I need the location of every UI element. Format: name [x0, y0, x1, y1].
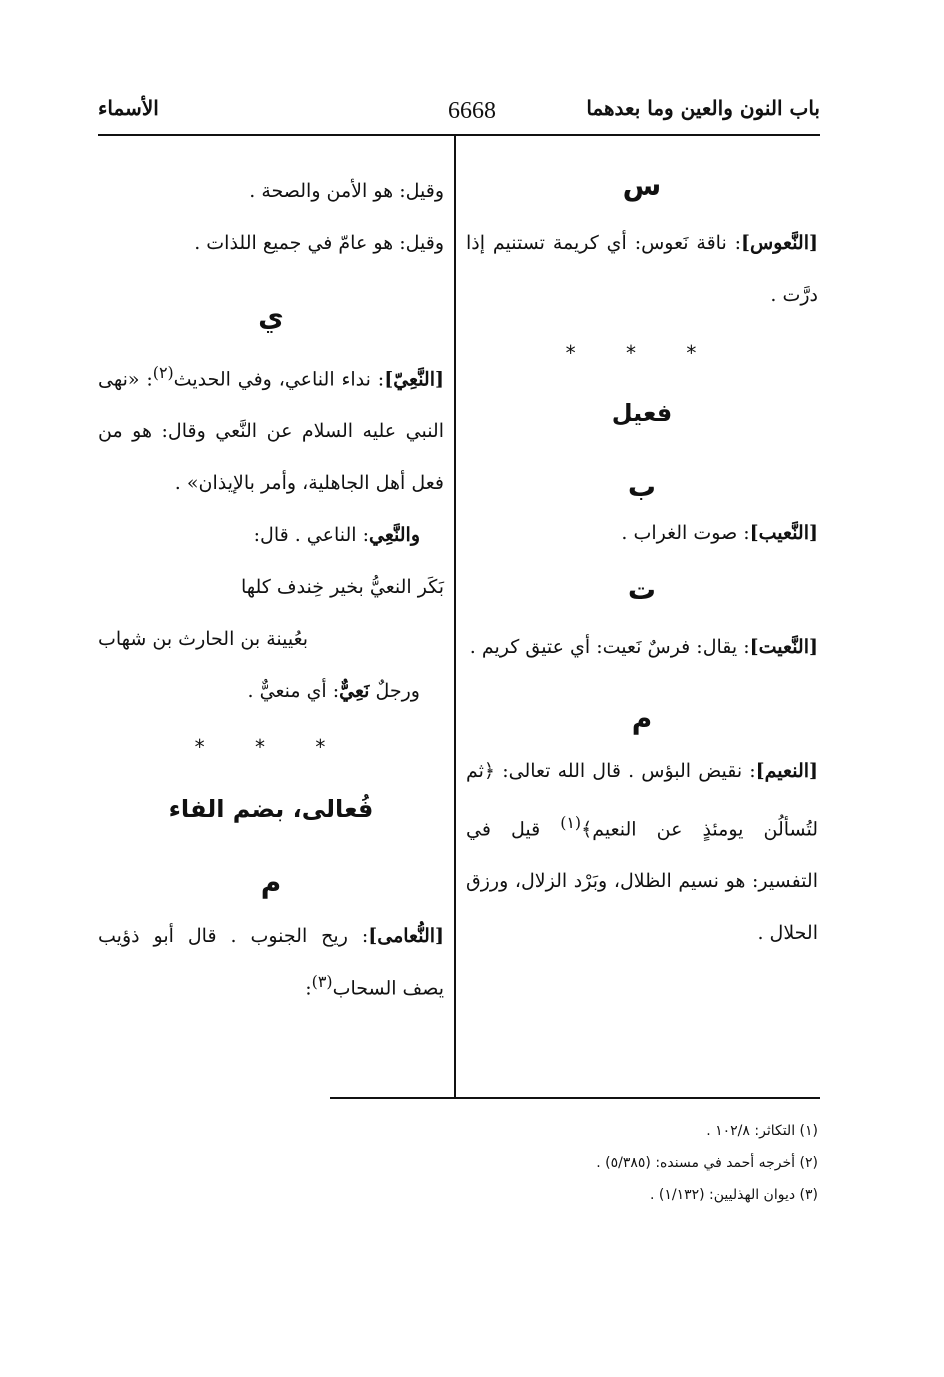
footnote-ref: (٢): [152, 363, 174, 382]
entry-text: : يقال: فرسٌ نَعيت: أي عتيق كريم .: [469, 636, 750, 658]
entry-nuait: [466, 621, 818, 673]
letter-heading-mim: م: [631, 702, 653, 735]
entry-nuaib: [466, 507, 818, 559]
letter-heading-ba: ب: [627, 470, 657, 503]
entry-text: : «نهى النبي عليه السلام عن النَّعي وقال: هو من فعل أهل الجاهلية، وأمر بالإيذان» .: [98, 368, 444, 495]
entry-term: [النَّعوس]: [741, 232, 818, 254]
entry-text: :: [305, 977, 312, 1000]
poem-verse-1: بَكَر النعيُّ بخير خِندف كلها: [240, 576, 444, 599]
separator-stars: * * *: [565, 341, 719, 365]
entry-term: والنَّعِي: [369, 524, 420, 547]
section-heading-fail: فعيل: [611, 399, 673, 427]
entry-text: : الناعي . قال:: [253, 524, 370, 547]
letter-heading-ta: ت: [627, 573, 657, 606]
footnote-ref: (١): [560, 813, 582, 832]
entry-term: نَعِيٌّ: [339, 680, 370, 703]
header-rule: [98, 134, 820, 136]
footnote-3: (٣) ديوان الهذليين: (١/١٣٢) .: [649, 1187, 818, 1203]
text-line: وقيل: هو الأمن والصحة .: [249, 180, 444, 202]
chapter-title: باب النون والعين وما بعدهما: [586, 96, 820, 120]
entry-term: [النَّعِيّ]: [384, 368, 444, 391]
footnote-rule: [330, 1097, 820, 1099]
section-title: الأسماء: [98, 96, 159, 120]
entry-naai: [98, 509, 444, 561]
entry-nuus: [466, 217, 818, 321]
entry-nuama: [98, 913, 444, 1011]
section-heading-fuali: فُعالى، بضم الفاء: [168, 795, 374, 824]
entry-text: : صوت الغراب .: [621, 522, 750, 544]
entry-text: : نداء الناعي، وفي الحديث: [173, 368, 385, 391]
entry-term: [النَّعيب]: [749, 522, 818, 544]
entry-term: [النعيم]: [755, 760, 818, 782]
letter-heading-ya: ي: [258, 300, 284, 333]
letter-heading-mim: م: [260, 866, 282, 900]
entry-naim: [466, 745, 818, 959]
separator-stars: * * *: [194, 735, 348, 760]
entry-text: : نقيض البؤس . قال الله تعالى: ﴿ثم لتُسألُن يومئذٍ عن النعيم﴾: [466, 760, 818, 841]
entry-text: : ناقة نَعوس: أي كريمة تستنيم إذا درَّت .: [466, 232, 818, 306]
entry-text: قيل في التفسير: هو نسيم الظلال، وبَرْد الزلال، ورزق الحلال .: [466, 818, 818, 945]
footnote-1: (١) التكاثر: ١٠٢/٨ .: [706, 1123, 818, 1139]
entry-term: [النَّعيت]: [749, 636, 818, 658]
entry-text: ورجلٌ: [375, 680, 420, 703]
entry-nai: [98, 347, 444, 509]
text-line: وقيل: هو عامّ في جميع اللذات .: [194, 232, 444, 254]
footnote-2: (٢) أخرجه أحمد في مسنده: (٥/٣٨٥) .: [596, 1155, 818, 1171]
entry-text: : أي منعيٌّ .: [247, 680, 340, 703]
entry-rajul: [98, 665, 444, 717]
right-column: [466, 165, 818, 959]
page-number: 6668: [448, 98, 496, 124]
entry-term: [النُّعامى]: [368, 925, 444, 948]
entry-text: : ريح الجنوب . قال أبو ذؤيب يصف السحاب: [98, 925, 444, 1000]
column-divider: [454, 136, 456, 1098]
footnote-ref: (٣): [311, 972, 333, 992]
poem-verse-2: بعُيينة بن الحارث بن شهاب: [98, 628, 309, 651]
letter-heading-sin: س: [622, 169, 662, 202]
left-column: [98, 165, 444, 1012]
